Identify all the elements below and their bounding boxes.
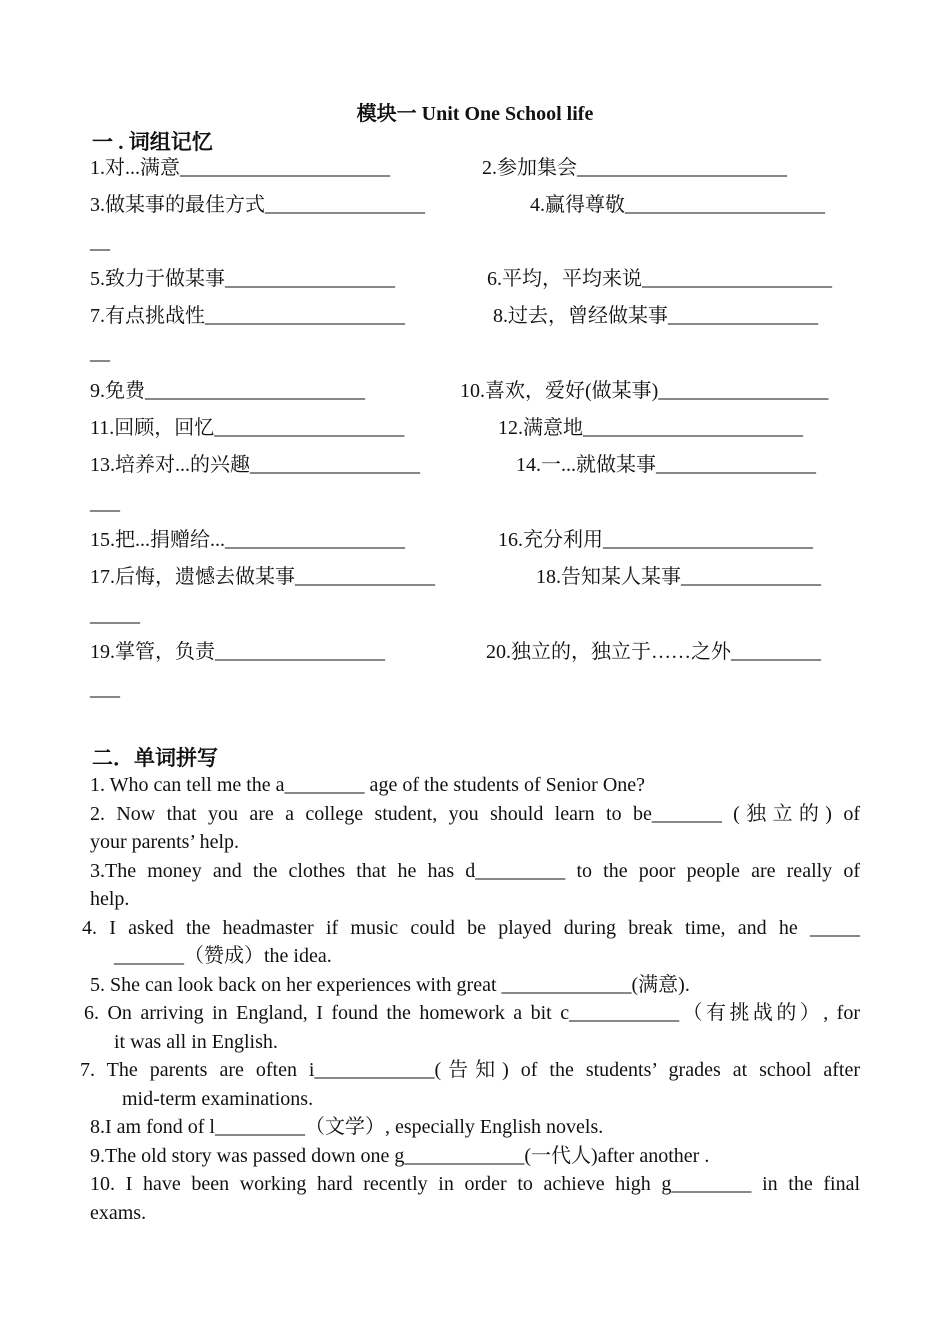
question-10-line-1: 10. I have been working hard recently in order to achieve high g________ in the final xyxy=(90,1173,860,1195)
question-2-line-1: 2. Now that you are a college student, you should learn to be_______ (独立的) of xyxy=(90,802,860,825)
question-5: 5. She can look back on her experiences with great _____________(满意). xyxy=(90,973,690,996)
phrase-item-7: 7.有点挑战性____________________ xyxy=(90,305,405,327)
question-7-line-1: 7. The parents are often i____________(告知) of the students’ grades at school after xyxy=(80,1059,860,1081)
phrase-item-9: 9.免费______________________ xyxy=(90,380,365,402)
section-1-heading: 一 . 词组记忆 xyxy=(92,130,213,154)
phrase-item-20: 20.独立的，独立于……之外_________ xyxy=(486,641,821,663)
phrase-item-5: 5.致力于做某事_________________ xyxy=(90,268,395,290)
phrase-item-18: 18.告知某人某事______________ xyxy=(536,566,821,588)
phrase-item-13: 13.培养对...的兴趣_________________ xyxy=(90,454,420,476)
question-2-line-2: your parents’ help. xyxy=(90,831,240,853)
phrase-item-4-continuation: __ xyxy=(90,231,110,253)
question-6-line-2: it was all in English. xyxy=(114,1030,278,1053)
phrase-item-8-continuation: __ xyxy=(90,342,110,364)
phrase-item-14: 14.一...就做某事________________ xyxy=(516,454,816,476)
phrase-item-15: 15.把...捐赠给...__________________ xyxy=(90,529,405,551)
phrase-item-11: 11.回顾，回忆___________________ xyxy=(90,417,405,439)
phrase-item-12: 12.满意地______________________ xyxy=(498,417,803,439)
phrase-item-16: 16.充分利用_____________________ xyxy=(498,529,813,551)
spelling-questions xyxy=(80,771,860,1227)
phrase-item-19: 19.掌管，负责_________________ xyxy=(90,641,385,663)
phrase-item-3: 3.做某事的最佳方式________________ xyxy=(90,194,425,216)
section-2-heading: 二．单词拼写 xyxy=(92,746,218,770)
question-3-line-1: 3.The money and the clothes that he has d_________ to the poor people are really of xyxy=(90,859,860,882)
phrase-item-10: 10.喜欢，爱好(做某事)_________________ xyxy=(460,380,829,402)
phrase-item-4: 4.赢得尊敬____________________ xyxy=(530,194,825,216)
phrase-item-1: 1.对...满意_____________________ xyxy=(90,157,390,179)
phrase-item-17: 17.后悔，遗憾去做某事______________ xyxy=(90,566,435,588)
phrase-item-14-continuation: ___ xyxy=(90,492,120,514)
phrase-item-20-continuation: ___ xyxy=(90,678,120,700)
question-4-line-1: 4. I asked the headmaster if music could be played during break time, and he _____ xyxy=(82,916,860,939)
question-3-line-2: help. xyxy=(90,888,130,910)
phrase-item-8: 8.过去，曾经做某事_______________ xyxy=(493,305,818,327)
question-8: 8.I am fond of l_________（文学）, especially English novels. xyxy=(90,1116,604,1138)
question-1: 1. Who can tell me the a________ age of the students of Senior One? xyxy=(90,774,646,796)
phrase-item-18-continuation: _____ xyxy=(90,604,140,626)
phrase-item-2: 2.参加集会_____________________ xyxy=(482,157,787,179)
question-10-line-2: exams. xyxy=(90,1201,147,1224)
question-6-line-1: 6. On arriving in England, I found the homework a bit c___________（有挑战的）, for xyxy=(84,1002,860,1024)
question-4-line-2: _______（赞成）the idea. xyxy=(114,945,332,967)
page-title: 模块一 Unit One School life xyxy=(356,103,594,125)
question-9: 9.The old story was passed down one g____________(一代人)after another . xyxy=(90,1144,710,1167)
question-7-line-2: mid-term examinations. xyxy=(122,1087,314,1110)
phrase-item-6: 6.平均，平均来说___________________ xyxy=(487,268,832,290)
